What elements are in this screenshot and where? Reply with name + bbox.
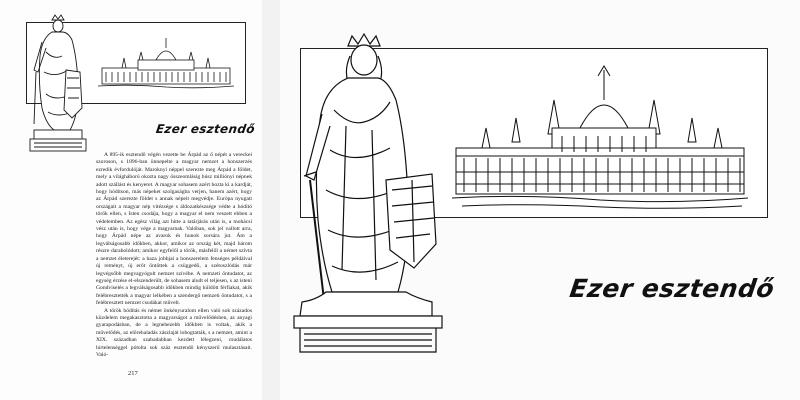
left-statue-illustration	[28, 12, 88, 160]
body-paragraph: A 895-ik esztendő végén vezette be Árpád az ő népét a vereckei szoroson, s 1896-ban ünnepelte a magyar nemzet a honszerzés ezredik évfordulóját. Maroknyi néppel szerezte meg Árpád a földet, mely a világháború okozta nagy összeomlásig húsz milliónyi népnek adott szállást és kenyeret. A magyar sohasem azért hozta ki a kardját, hogy hódítson, más népeket szolgaságba verjen, hanem azért, hogy az Árpád szerezte földet s annak népeit megvédje. Európa nyugati országait a magyar nép vitézsége s áldozatkészsége védte a hódító török ellen, s Isten csodája, hogy a magyar el nem veszett ebben a védelemben. Az egész világ azt hitte a tatárjárás után is, a mohácsi vész után is, hogy vége a magyarnak. Valóban, sok jel vallott arra, hogy Árpád népe az avarok és hunok sorsára jut. Ám a legválságosabb időkben, akkor, amikor az ország két, majd három részre darabolódott; amikor egyfelől a török, másfelől a német szívta a nemzet életerejét: a haza jobbjai a honszerelem fenséges példáival új reményt, új erőt öntöttek a csüggedő, a szétoszlódás már legvégsőbb megvagyógult nemzet szívébe. A nemzeti öntudatot, az egység érzése el-elszenderült, de sohasem aludt el teljesen, s az isteni Gondviselés a legválságosabb időkben mindig küldött férfiakat, akik felébresztették a magyar lelkében a szendergő nemzeti öntudatot, s a felébresztett nemzet csudákat művelt.	[96, 152, 252, 307]
left-body-text	[96, 152, 252, 359]
left-heading: Ezer esztendő	[155, 122, 256, 136]
body-paragraph: A török hódítás és német önkényuralom ellen való sok százados küzdelem megakasztotta a magyarságot a művelődésben, az anyagi gyarapodásban, de a legnehezebb időkben is voltak, akik a művelődés, az előrehaladás zászlaját lobogtatták, s a nemzet, amint a XIX. században szabadabban kezdett lélegzeni, csudálatos hirtelenséggel pótolta sok száz esztendő kényszerű mulasztásait. Való-	[96, 307, 252, 358]
right-heading: Ezer esztendő	[567, 274, 777, 303]
right-statue-illustration	[286, 30, 446, 360]
page-number: 217	[128, 370, 138, 377]
page-gutter	[262, 0, 280, 400]
left-parliament-illustration	[98, 34, 234, 94]
right-parliament-illustration	[452, 64, 748, 214]
